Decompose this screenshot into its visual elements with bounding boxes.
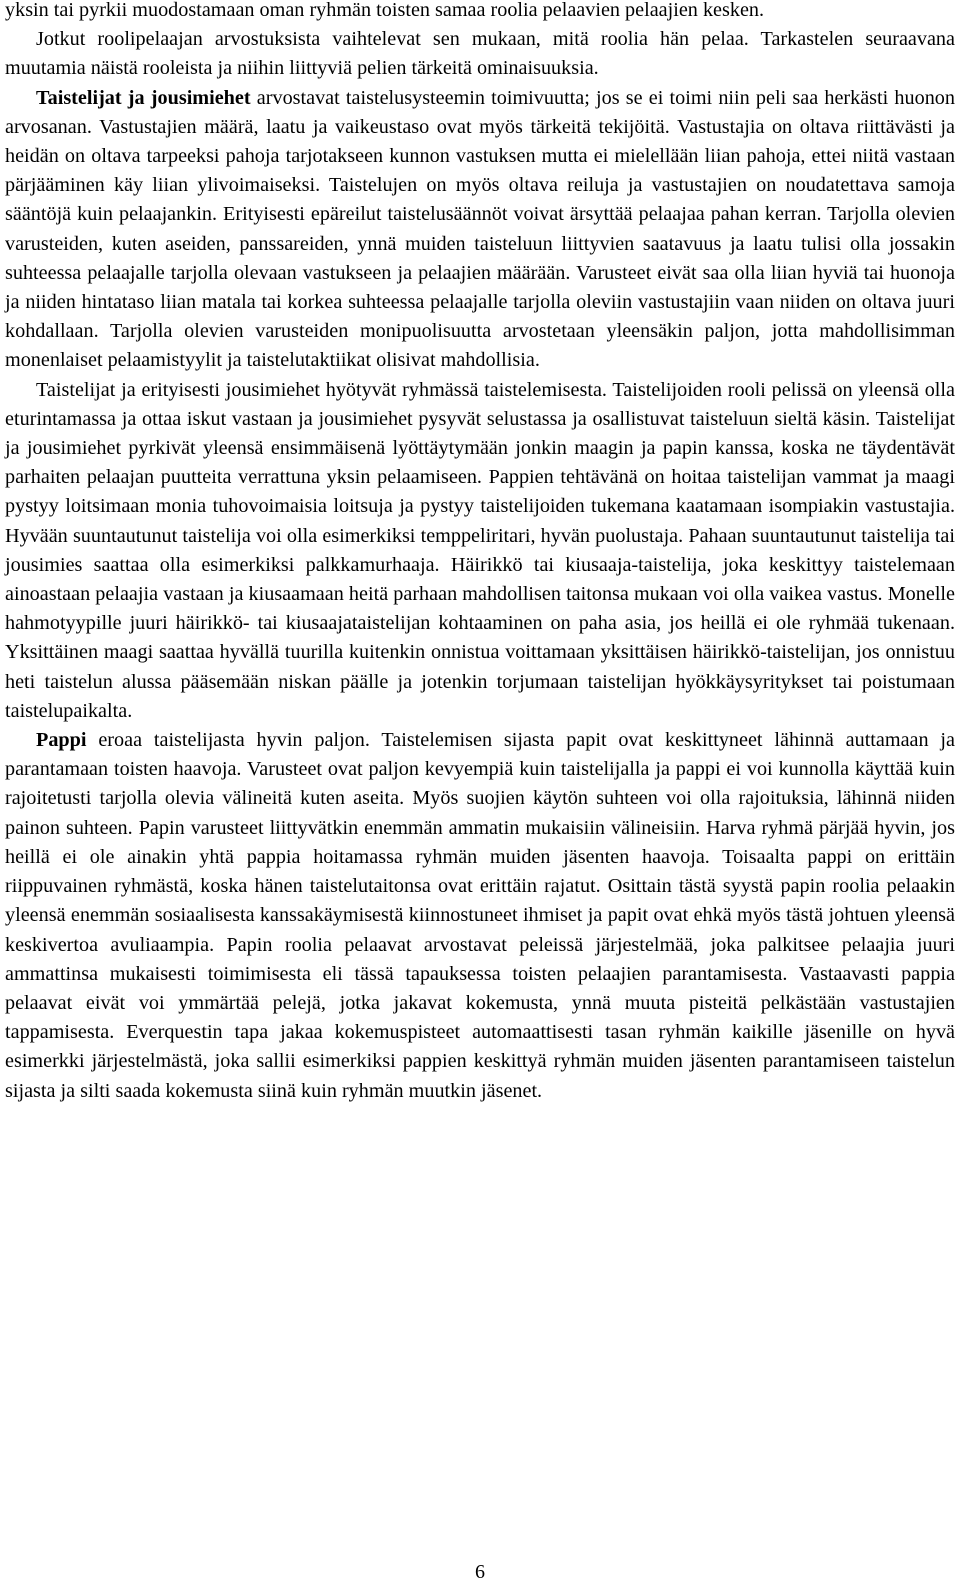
paragraph-lead-term: Taistelijat ja jousimiehet: [36, 86, 251, 109]
paragraph-text: arvostavat taistelusysteemin toimivuutta; jos se ei toimi niin peli saa herkästi huonon arvosanan. Vastustajien määrä, laatu ja vaikeustaso ovat myös tärkeitä tekijöitä. Vastustajia on oltava riittävästi ja heidän on oltava tarpeeksi pahoja tarjotakseen kunnon vastuksen mutta ei mielellään liian pahoja, ettei niitä vastaan pärjääminen käy liian ylivoimaiseksi. Taistelujen on myös oltava reiluja ja vastustajien on noudatettava samoja sääntöjä kuin pelaajankin. Erityisesti epäreilut taistelusäännöt voivat ärsyttää pelaajaa pahan kerran. Tarjolla olevien varusteiden, kuten aseiden, panssareiden, ynnä muiden taisteluun liittyvien saatavuus ja laatu tulisi olla jossakin suhteessa pelaajalle tarjolla olevaan vastukseen ja pelaajien määrään. Varusteet eivät saa olla liian hyviä tai huonoja ja niiden hintataso liian matala tai korkea suhteessa pelaajalle tarjolla oleviin vastustajiin vaan niiden on oltava juuri kohdallaan. Tarjolla olevien varusteiden monipuolisuutta arvostetaan yleensäkin paljon, jotta mahdollisimman monenlaiset pelaamistyylit ja taistelutaktiikat olisivat mahdollisia.: [5, 86, 955, 372]
paragraph-text: Taistelijat ja erityisesti jousimiehet hyötyvät ryhmässä taistelemisesta. Taistelijoiden rooli pelissä on yleensä olla eturintamassa ja ottaa iskut vastaan ja jousimiehet pysyvät selustassa ja osallistuvat taisteluun sieltä käsin. Taistelijat ja jousimiehet pyrkivät yleensä ensimmäisenä lyöttäytymään jonkin maagin ja papin kanssa, koska ne täydentävät parhaiten pelaajan puutteita verrattuna yksin pelaamiseen. Pappien tehtävänä on hoitaa taistelijan vammat ja maagi pystyy loitsimaan monia tuhovoimaisia loitsuja ja pystyy taistelijoiden tukemana kaatamaan isompiakin vastustajia. Hyvään suuntautunut taistelija voi olla esimerkiksi temppeliritari, hyvän puolustaja. Pahaan suuntautunut taistelija tai jousimies saattaa olla esimerkiksi palkkamurhaaja. Häirikkö tai kiusaaja-taistelija, joka keskittyy taistelemaan ainoastaan pelaajia vastaan ja kiusaamaan heitä parhaan mahdollisen taitonsa mukaan voi olla vaikea vastus. Monelle hahmotyypille juuri häirikkö- tai kiusaajataistelijan kohtaaminen on paha asia, jos heillä ei ole ryhmää tukenaan. Yksittäinen maagi saattaa hyvällä tuurilla kuitenkin onnistua voittamaan yksittäisen häirikkö-taistelijan, jos onnistuu heti taistelun alussa pääsemään niskan päälle ja jotenkin torjumaan taistelijan hyökkäysyritykset tai poistumaan taistelupaikalta.: [5, 378, 955, 722]
paragraph-text: eroaa taistelijasta hyvin paljon. Taistelemisen sijasta papit ovat keskittyneet lähinnä auttamaan ja parantamaan toisten haavoja. Varusteet ovat paljon kevyempiä kuin taistelijalla ja pappi ei voi kunnolla käyttää kuin rajoitetusti tarjolla olevia välineitä kuten aseita. Myös suojien käytön suhteen voi olla rajoituksia, lähinnä niiden painon suhteen. Papin varusteet liittyvätkin enemmän ammatin mukaisiin välineisiin. Harva ryhmä pärjää hyvin, jos heillä ei ole ainakin yhtä pappia hoitamassa ryhmän muiden jäsenten haavoja. Toisaalta pappi on erittäin riippuvainen ryhmästä, koska hänen taistelutaitonsa ovat erittäin rajatut. Osittain tästä syystä papin roolia pelaakin yleensä enemmän sosiaalisesta kanssakäymisestä kiinnostuneet ihmiset ja papit ovat ehkä myös tästä johtuen yleensä keskivertoa avuliaampia. Papin roolia pelaavat arvostavat peleissä järjestelmää, joka palkitsee pelaajia juuri ammattinsa mukaisesti toimimisesta eli tässä tapauksessa toisten pelaajien parantamisesta. Vastaavasti pappia pelaavat eivät voi ymmärtää pelejä, jotka jakavat kokemusta, ynnä muuta pisteitä pelkästään vastustajien tappamisesta. Everquestin tapa jakaa kokemuspisteet automaattisesti tasan ryhmän kaikille jäsenille on hyvä esimerkki järjestelmästä, joka sallii esimerkiksi pappien keskittyä ryhmän muiden jäsenten parantamiseen taistelun sijasta ja silti saada kokemusta siinä kuin ryhmän muutkin jäsenet.: [5, 729, 955, 1102]
paragraph-text: yksin tai pyrkii muodostamaan oman ryhmän toisten samaa roolia pelaavien pelaajien kesken.: [5, 0, 765, 21]
paragraph-fighters-archers: [5, 84, 955, 376]
document-page: [5, 0, 955, 1106]
paragraph-text: Jotkut roolipelaajan arvostuksista vaihtelevat sen mukaan, mitä roolia hän pelaa. Tarkastelen seuraavana muutamia näistä rooleista ja niihin liittyviä pelien tärkeitä ominaisuuksia.: [5, 28, 955, 80]
paragraph-continuation: [5, 0, 955, 25]
paragraph-roles-intro: [5, 25, 955, 83]
page-number: 6: [475, 1561, 485, 1583]
paragraph-priest: [5, 726, 955, 1106]
paragraph-lead-term: Pappi: [36, 729, 87, 752]
paragraph-group-fighting: [5, 376, 955, 726]
